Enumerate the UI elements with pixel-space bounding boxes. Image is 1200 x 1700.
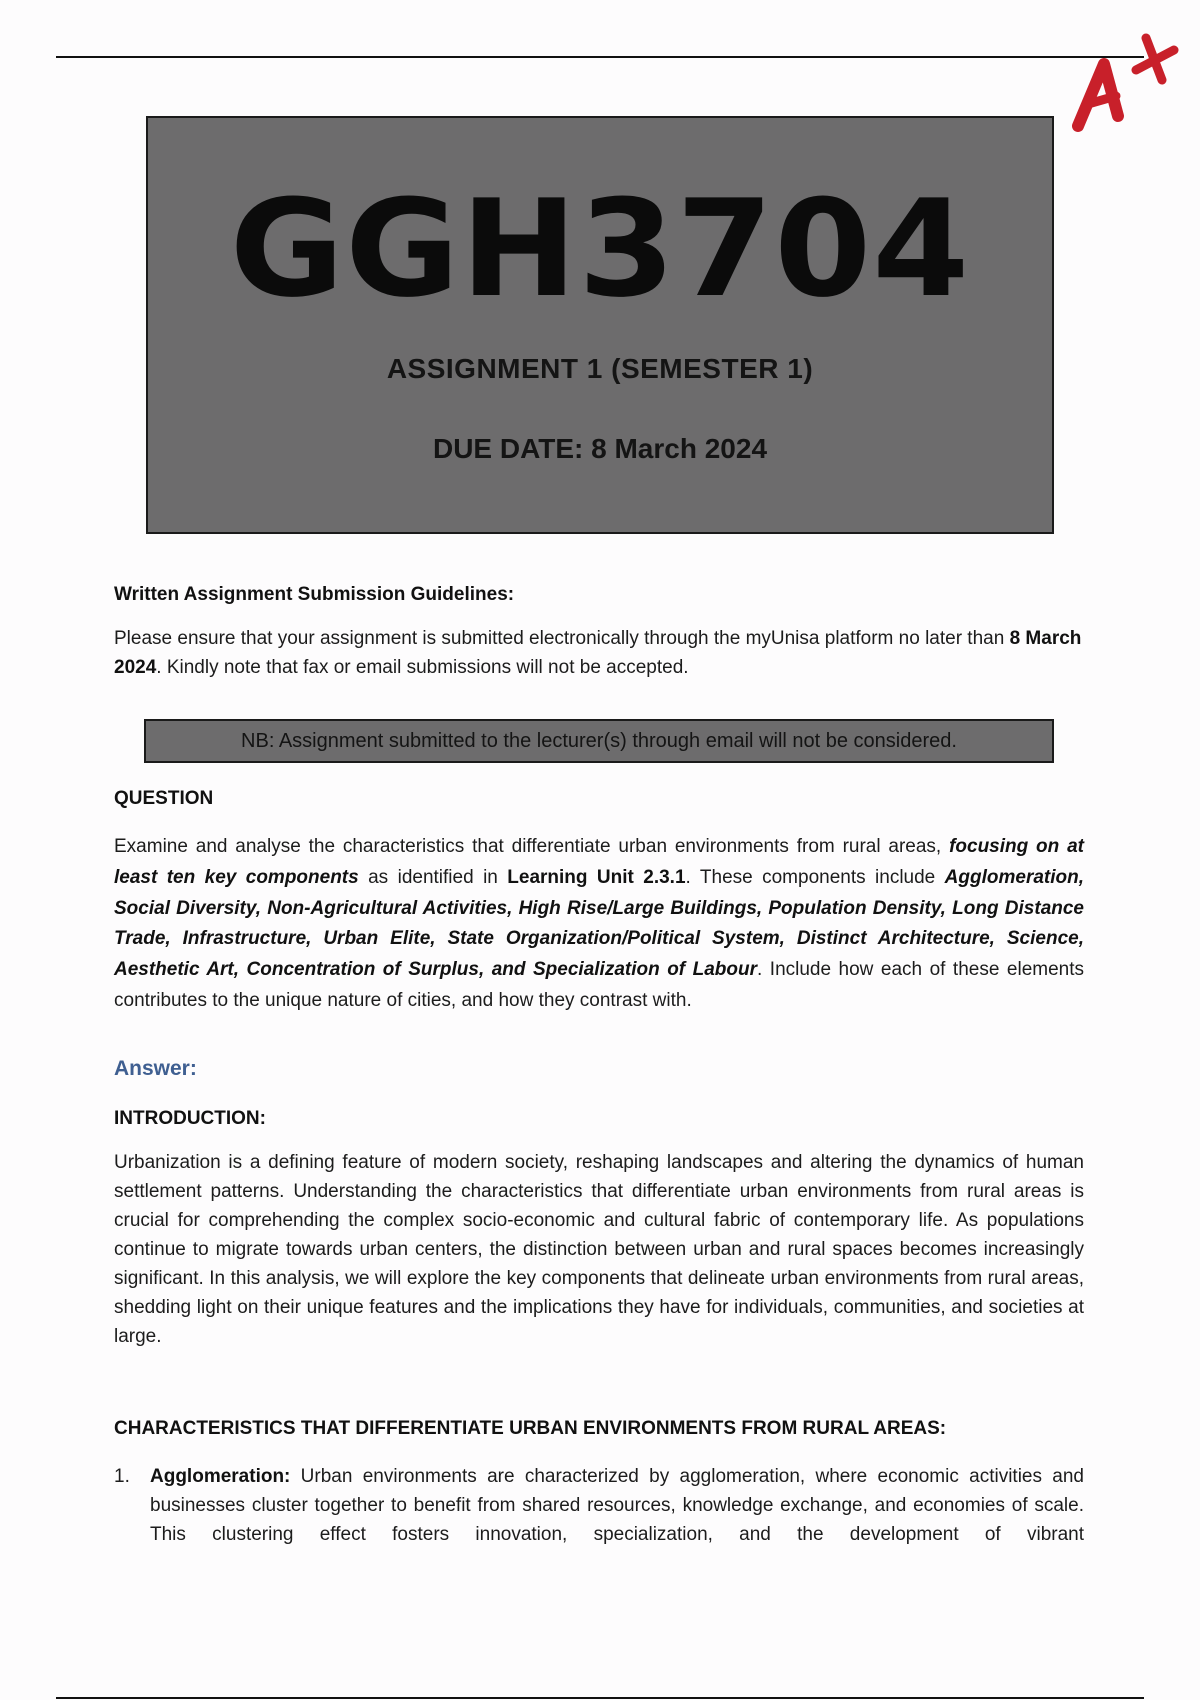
list-item xyxy=(114,1462,1084,1549)
question-part-7: . Include how each of these elements contributes to the unique nature of cities, and how they contrast with. xyxy=(114,959,1084,1011)
list-item-number: 1. xyxy=(114,1466,130,1487)
introduction-paragraph: Urbanization is a defining feature of modern society, reshaping landscapes and altering the dynamics of human settlement patterns. Understanding the characteristics that differentiate urban environments from rural areas is crucial for comprehending the complex socio-economic and cultural fabric of contemporary life. As populations continue to migrate towards urban centers, the distinction between urban and rural spaces becomes increasingly significant. In this analysis, we will explore the key components that delineate urban environments from rural areas, shedding light on their unique features and the implications they have for individuals, communities, and societies at large. xyxy=(114,1152,1084,1347)
due-date: DUE DATE: 8 March 2024 xyxy=(432,433,768,464)
introduction-heading: INTRODUCTION: xyxy=(114,1108,266,1129)
answer-label: Answer: xyxy=(114,1057,197,1080)
question-learning-unit: Learning Unit 2.3.1 xyxy=(507,866,686,888)
guidelines-text-2: . Kindly note that fax or email submissions will not be accepted. xyxy=(156,657,689,678)
question-part-3: as identified in xyxy=(358,866,508,888)
course-code: GGH3704 xyxy=(229,171,971,327)
question-components: Agglomeration, Social Diversity, Non-Agricultural Activities, High Rise/Large Buildings, Population Density, Long Distance Trade, Infrastructure, Urban Elite, State Organization/Political System, Distinct Architecture, Science, Aesthetic Art, Concentration of Surplus, and Specialization of Labour xyxy=(114,866,1085,981)
bottom-rule xyxy=(56,1697,1144,1699)
question-part-5: . These components include xyxy=(685,866,945,888)
assignment-title: ASSIGNMENT 1 (SEMESTER 1) xyxy=(386,353,814,384)
list-item-body xyxy=(150,1462,1084,1549)
characteristics-heading: CHARACTERISTICS THAT DIFFERENTIATE URBAN ENVIRONMENTS FROM RURAL AREAS: xyxy=(114,1418,947,1439)
top-rule xyxy=(56,56,1144,58)
question-heading: QUESTION xyxy=(114,788,214,809)
nb-notice: NB: Assignment submitted to the lecturer(s) through email will not be considered. xyxy=(144,719,1054,763)
list-item-text: Urban environments are characterized by agglomeration, where economic activities and businesses cluster together to benefit from shared resources, knowledge exchange, and economies of scale. This clustering effect fosters innovation, specialization, and the development of vibrant xyxy=(150,1466,1084,1545)
question-part-2: focusing on at least ten key components xyxy=(114,836,1084,888)
question-paragraph xyxy=(114,832,1084,1017)
guidelines-text-1: Please ensure that your assignment is submitted electronically through the myUnisa platform no later than xyxy=(114,628,1010,649)
grade-stamp-label: A+ xyxy=(1066,20,1068,21)
guidelines-paragraph xyxy=(114,624,1084,682)
list-item-term: Agglomeration: xyxy=(150,1466,291,1487)
guidelines-heading: Written Assignment Submission Guidelines: xyxy=(114,584,515,605)
question-part-1: Examine and analyse the characteristics that differentiate urban environments from rural areas, xyxy=(114,836,950,857)
grade-stamp xyxy=(1066,20,1186,140)
guidelines-date: 8 March 2024 xyxy=(114,628,1082,678)
